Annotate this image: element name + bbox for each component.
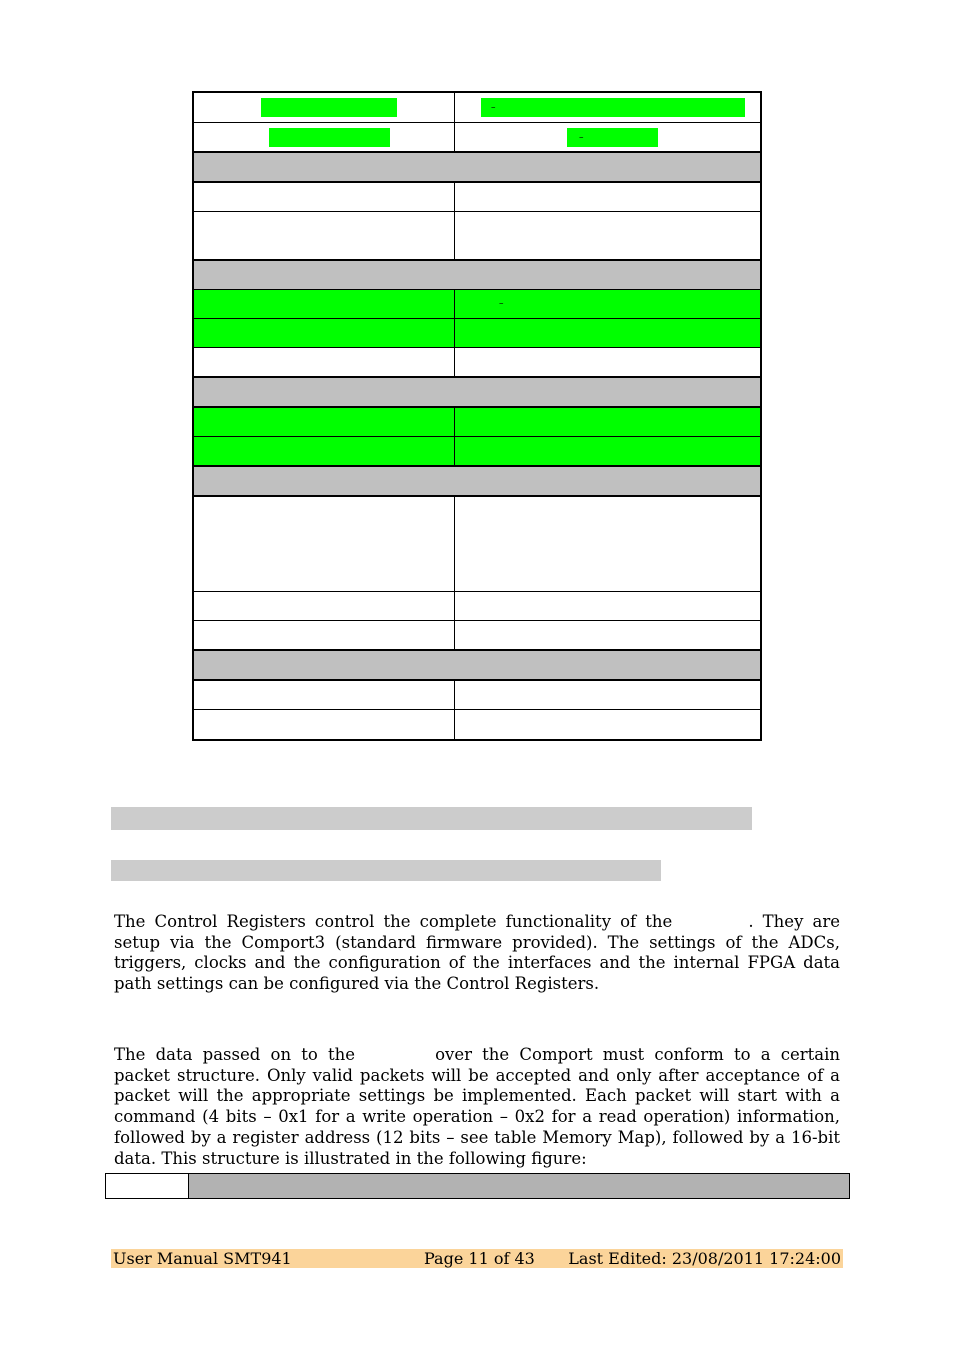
table-row [194,319,760,348]
packet-structure-figure [105,1173,850,1199]
table-row [194,710,760,739]
table-row [194,290,760,319]
text-line: triggers, clocks and the configuration of the interfaces and the internal FPGA data [114,953,840,973]
table-row [194,437,760,467]
table-cell [194,123,455,151]
table-row [194,621,760,651]
text-line: The data passed on to the over the Comport must conform to a certain [114,1045,841,1064]
text-line: The Control Registers control the complete functionality of the . They are [114,912,840,931]
packet-command-field [106,1174,189,1198]
table-cell [455,93,760,122]
packet-header-field [189,1174,849,1198]
text-line: path settings can be configured via the Control Registers. [114,974,600,994]
green-highlight [567,128,658,147]
dash-mark: – [491,103,496,113]
table-section-row [194,261,760,290]
table-row [194,348,760,378]
table-row [194,681,760,710]
text-line: packet will the appropriate settings be implemented. Each packet will start with a [114,1086,840,1106]
section-heading-bar [111,807,752,830]
text-line: followed by a register address (12 bits – see table Memory Map), followed by a 16-bit [114,1127,840,1147]
control-registers-paragraph [114,912,840,995]
table-row [194,592,760,621]
footer-page-number: Page 11 of 43 [424,1249,535,1268]
table-row [194,123,760,153]
table-section-row [194,378,760,408]
table-cell [194,93,455,122]
text-line: packet structure. Only valid packets will be accepted and only after acceptance of a [114,1065,840,1085]
text-line: data. This structure is illustrated in the following figure: [114,1148,587,1168]
text-line: setup via the Comport3 (standard firmware provided). The settings of the ADCs, [114,932,840,952]
footer-document-title: User Manual SMT941 [113,1249,292,1268]
table-section-row [194,153,760,183]
table-cell [455,123,760,151]
dash-mark: – [499,299,504,309]
register-table [192,91,762,741]
page-footer [111,1249,843,1268]
green-highlight [269,128,390,147]
green-highlight [481,98,745,117]
table-row [194,497,760,592]
table-row [194,212,760,261]
text-line: command (4 bits – 0x1 for a write operation – 0x2 for a read operation) information, [114,1107,840,1127]
table-row [194,93,760,123]
table-row [194,183,760,212]
table-row [194,408,760,437]
table-section-row [194,467,760,497]
green-highlight [261,98,397,117]
subsection-heading-bar [111,860,661,881]
table-section-row [194,651,760,681]
packet-structure-paragraph [114,1045,840,1169]
dash-mark: – [579,133,584,143]
footer-last-edited: Last Edited: 23/08/2011 17:24:00 [568,1249,841,1268]
